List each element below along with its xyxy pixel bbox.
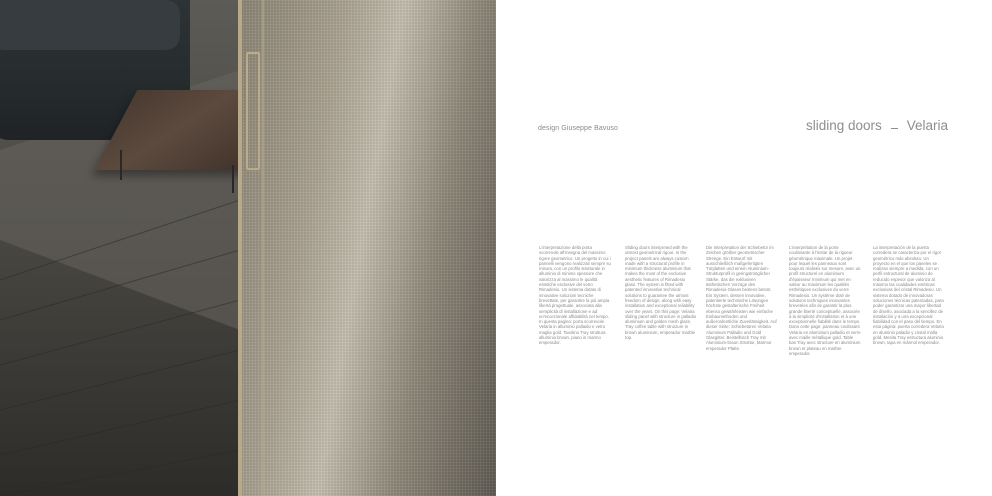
product-heading (806, 118, 948, 133)
table-leg (232, 165, 234, 193)
title-separator (891, 128, 898, 129)
description-es: La interpretación de la puerta corredera se caracteriza por el rigor geométrico más absoluto. Un proyecto en el que los paneles se realizan siempre a medida, con un perfil estructural de aluminio de reducido espesor que valoriza al máximo las cualidades estéticas exclusivas del cristal Rimadesio. Un sistema dotado de innovadoras soluciones técnicas patentadas, para poder garantizar una mayor libertad de diseño, asociada a la sencillez de instalación y a una excepcional fiabilidad con el paso del tiempo. En esta página: puerta corredera Velaria en aluminio paladio y cristal malla gold. Mesita Tray estructura aluminio brown, tapa en mármol emperador. (873, 245, 944, 346)
product-title: Velaria (906, 118, 948, 133)
table-leg (120, 150, 122, 180)
description-de: Die Interpretation der Schiebetür im Zeichen größter geometrischer Strenge. Ein Entwurf mit ausschließlich maßgefertigten Türplatten und einem Aluminium-Strukturprofil in geringstmöglicher Stärke, das die exklusiven ästhetischen Vorzüge des Rimadesio-Glases bestens betont. Ein System, dessen innovative, patentierte technische Lösungen höchste gestalterische Freiheit ebenso gewährleisten wie einfache Einbaumethoden und außerordentliche Zuverlässigkeit. Auf dieser Seite: Schiebetüren Velaria Aluminium Palladio und Gold Glasgitter. Beistelltisch Tray mit Aluminium-braun Struktur, Marmor emperador Platte. (706, 245, 777, 351)
description-fr: L'interprétation de la porte coulissante à l'instar de la rigueur géométrique maximale. Un projet pour lequel les panneaux sont toujours réalisés sur mesure, avec un profil structurel en aluminium d'épaisseur minimum qui met en valeur au maximum les qualités esthétiques exclusives du verre Rimadesio. Un système doté de solutions techniques innovantes brevetées afin de garantir la plus grande liberté conceptuelle, associée à la simplicité d'installation et à une exceptionnelle fiabilité dans le temps. Dans cette page: panneau coulissant Velaria en aluminium palladio et verre avec maille métallique gold. Table bas Tray avec structure en aluminium brown et plateau en marbre emperador. (789, 245, 861, 356)
description-en: Sliding doors interpreted with the utmost geometrical rigour. In the project panels are always custom made with a structural profile in minimum thickness aluminium that makes the most of the exclusive aesthetic features of Rimadesio glass. The system is fitted with patented innovative technical solutions to guarantee the utmost freedom of design, along with easy installation and exceptional reliability over the years. On this page: Velaria sliding panel with structure in palladio aluminium and golden mesh glass. Tray coffee table with structure in brown aluminium, emperador marble top. (625, 245, 697, 341)
designer-credit: design Giuseppe Bavuso (538, 125, 619, 132)
sliding-glass-door (240, 0, 496, 496)
door-handle (246, 52, 260, 170)
sofa-cushion (0, 0, 180, 50)
description-it: L'interpretazione della porta scorrevole all'insegna del massimo rigore geometrico. Un progetto in cui i pannelli vengono realizzati sempre su misura, con un profilo strutturale in alluminio di minimo spessore che valorizza al massimo le qualità estetiche esclusive del vetro Rimadesio. Un sistema dotato di innovative soluzioni tecniche brevettate, per garantire la più ampia libertà progettuale, associata alla semplicità di installazione e ad un'eccezionale affidabilità nel tempo. In questa pagina: porta scorrevole Velaria in alluminio palladio e vetro maglia gold. Tavolino Tray struttura alluminio brown, piano in marmo emperador. (539, 245, 611, 346)
door-frame-profile (238, 0, 242, 496)
category-title: sliding doors (806, 118, 882, 133)
door-frame-profile (262, 0, 264, 496)
